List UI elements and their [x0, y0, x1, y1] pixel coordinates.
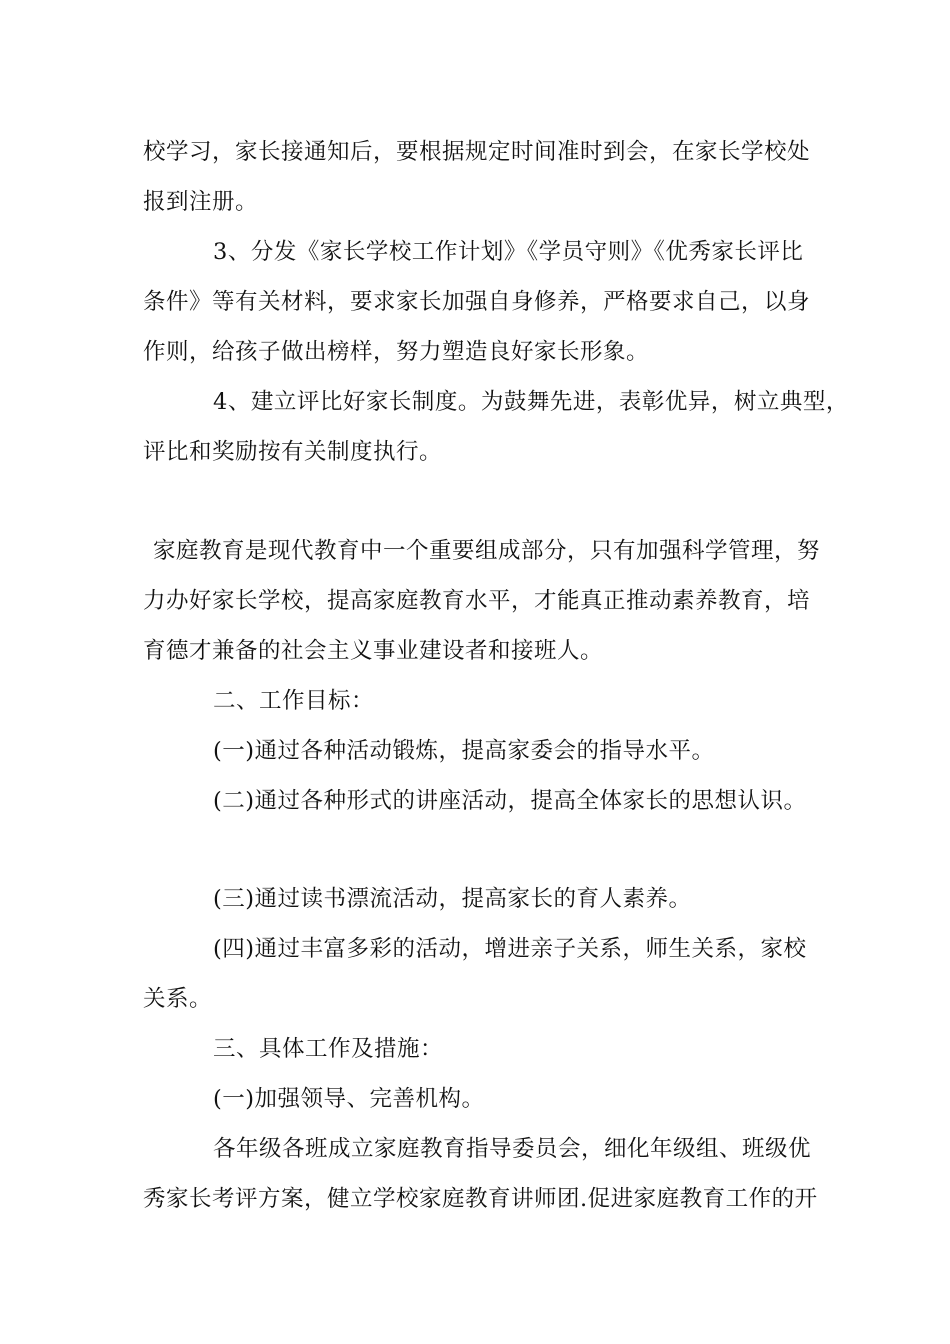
text-line: (一)通过各种活动锻炼，提高家委会的指导水平。	[213, 738, 715, 764]
text-line: 3、分发《家长学校工作计划》《学员守则》《优秀家长评比	[213, 239, 804, 265]
text-line: 育德才兼备的社会主义事业建设者和接班人。	[143, 638, 604, 664]
text-line: 评比和奖励按有关制度执行。	[143, 439, 443, 465]
text-line: 力办好家长学校，提高家庭教育水平，才能真正推动素养教育，培	[143, 588, 811, 614]
text-line: (一)加强领导、完善机构。	[213, 1086, 485, 1112]
text-line: (三)通过读书漂流活动，提高家长的育人素养。	[213, 886, 692, 912]
text-line: 秀家长考评方案，健立学校家庭教育讲师团.促进家庭教育工作的开	[143, 1186, 818, 1212]
text-line: 作则，给孩子做出榜样，努力塑造良好家长形象。	[143, 339, 650, 365]
text-line: (二)通过各种形式的讲座活动，提高全体家长的思想认识。	[213, 788, 807, 814]
text-line: (四)通过丰富多彩的活动，增进亲子关系，师生关系，家校	[213, 936, 807, 962]
text-line: 4、建立评比好家长制度。为鼓舞先进，表彰优异，树立典型，	[213, 389, 849, 415]
text-line: 条件》等有关材料，要求家长加强自身修养，严格要求自己，以身	[143, 289, 811, 315]
text-line: 校学习，家长接通知后，要根据规定时间准时到会，在家长学校处	[143, 139, 811, 165]
text-line: 报到注册。	[143, 189, 259, 215]
text-line: 家庭教育是现代教育中一个重要组成部分，只有加强科学管理，努	[153, 538, 821, 564]
text-line: 关系。	[143, 986, 213, 1012]
text-line: 三、具体工作及措施：	[213, 1036, 444, 1062]
text-line: 各年级各班成立家庭教育指导委员会，细化年级组、班级优	[213, 1136, 812, 1162]
text-line: 二、工作目标：	[213, 688, 375, 714]
